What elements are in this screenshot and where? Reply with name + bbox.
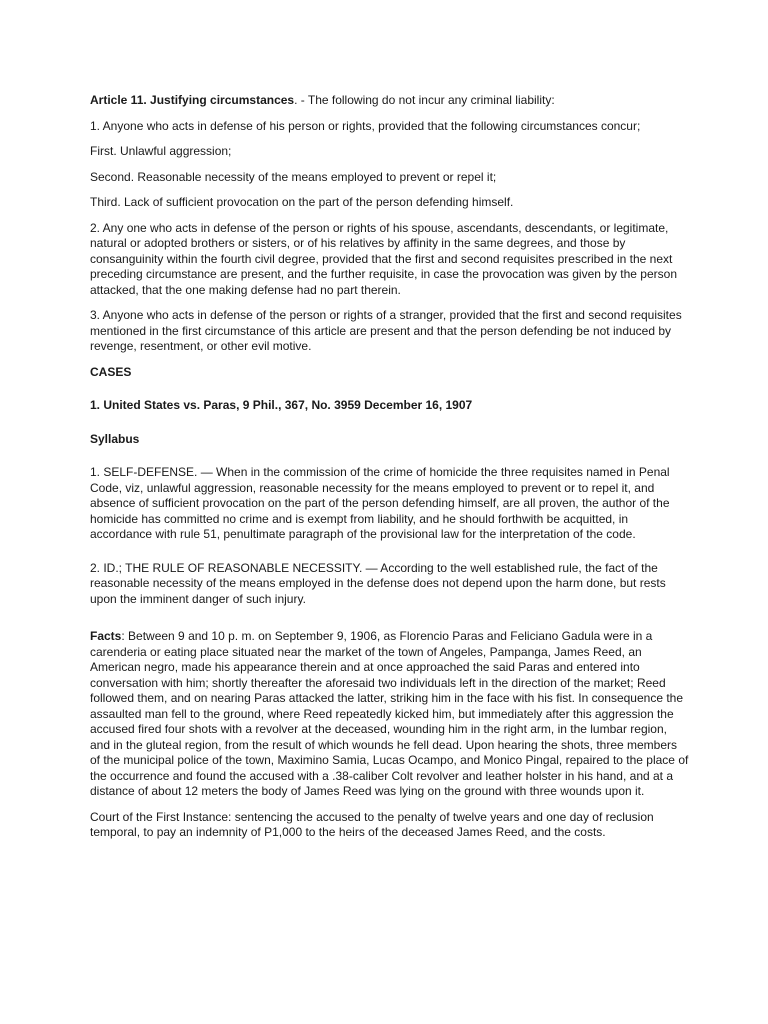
syllabus-item-2: 2. ID.; THE RULE OF REASONABLE NECESSITY. — According to the well established rule, the fact of the reasonable necessity of the means employed in the defense does not depend upon the harm done, but rests upon the imminent danger of such injury. [90,560,666,606]
article-title: Article 11. Justifying circumstances [90,93,295,107]
syllabus-item-1: 1. SELF-DEFENSE. — When in the commission of the crime of homicide the three requisites named in Penal Code, viz, unlawful aggression, reasonable necessity for the means employed to prevent or to repel it, and absence of sufficient provocation on the part of the person defending himself, are all proven, the author of the homicide has committed no crime and is exempt from liability, and he should forthwith be acquitted, in accordance with rule 51, penultimate paragraph of the provisional law for the interpretation of the code. [90,465,670,541]
syllabus-heading: Syllabus [90,431,140,446]
article-intro [90,93,690,109]
court-paragraph: Court of the First Instance: sentencing the accused to the penalty of twelve years and one day of reclusion temporal, to pay an indemnity of P1,000 to the heirs of the deceased James Reed, and the costs. [90,809,654,839]
case-1-title: 1. United States vs. Paras, 9 Phil., 367, No. 3959 December 16, 1907 [90,398,473,412]
facts-text: : Between 9 and 10 p. m. on September 9, 1906, as Florencio Paras and Feliciano Gadula were in a carenderia or eating place situated near the market of the town of Angeles, Pampanga, James Reed, an American negro, made his appearance therein and at once approached the said Paras and entered into conversation with him; shortly thereafter the aforesaid two individuals left in the direction of the market; Reed followed them, and on nearing Paras attacked the latter, striking him in the face with his fist. In consequence the assaulted man fell to the ground, where Reed repeatedly kicked him, but immediately after this aggression the accused fired four shots with a revolver at the deceased, wounding him in the right arm, in the lumbar region, and in the gluteal region, from the result of which wounds he fell dead. Upon hearing the shots, three members of the municipal police of the town, Maximino Samia, Lucas Ocampo, and Monico Pingal, repaired to the place of the occurrence and found the accused with a .38-caliber Colt revolver and leather holster in his hand, and at a distance of about 12 meters the body of James Reed was lying on the ground with three wounds upon it. [90,629,689,798]
requisite-second: Second. Reasonable necessity of the means employed to prevent or repel it; [90,169,497,184]
article-intro-text: . - The following do not incur any criminal liability: [294,93,555,107]
article-paragraph-3: 3. Anyone who acts in defense of the person or rights of a stranger, provided that the first and second requisites mentioned in the first circumstance of this article are present and that the person defending be not induced by revenge, resentment, or other evil motive. [90,308,682,353]
requisite-third: Third. Lack of sufficient provocation on the part of the person defending himself. [90,195,514,209]
facts-paragraph [90,629,690,800]
article-paragraph-2: 2. Any one who acts in defense of the person or rights of his spouse, ascendants, descendants, or legitimate, natural or adopted brothers or sisters, or of his relatives by affinity in the same degrees, and those by consanguinity within the fourth civil degree, provided that the first and second requisites prescribed in the next preceding circumstance are present, and the further requisite, in case the provocation was given by the person attacked, that the one making defense had no part therein. [90,220,677,297]
cases-heading: CASES [90,364,132,379]
document-page [90,93,690,851]
facts-label: Facts [90,629,122,643]
requisite-first: First. Unlawful aggression; [90,144,232,158]
article-paragraph-1: 1. Anyone who acts in defense of his person or rights, provided that the following circumstances concur; [90,118,641,133]
